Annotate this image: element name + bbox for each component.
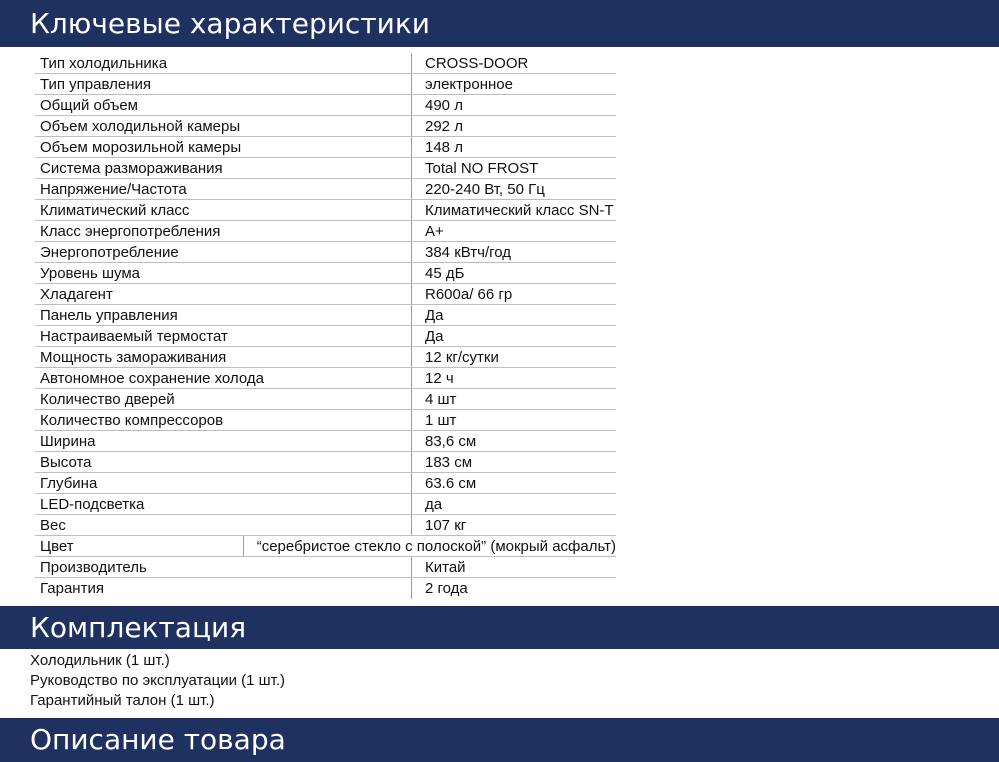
spec-label: Автономное сохранение холода <box>40 370 264 387</box>
spec-value: А+ <box>411 221 444 241</box>
spec-label: Система размораживания <box>40 160 223 177</box>
table-row <box>35 452 616 473</box>
table-row <box>35 494 616 515</box>
table-row <box>35 74 616 95</box>
table-row <box>35 305 616 326</box>
spec-value: 292 л <box>411 116 463 136</box>
spec-label: Тип управления <box>40 76 151 93</box>
section-title-specs: Ключевые характеристики <box>30 6 430 40</box>
section-header-kit <box>0 606 999 649</box>
spec-label: Хладагент <box>40 286 113 303</box>
spec-label: Класс энергопотребления <box>40 223 221 240</box>
table-row <box>35 284 616 305</box>
spec-value: Климатический класс SN-T <box>411 200 614 220</box>
spec-label: Общий объем <box>40 97 138 114</box>
table-row <box>35 221 616 242</box>
spec-label: Количество компрессоров <box>40 412 224 429</box>
table-row <box>35 179 616 200</box>
table-row <box>35 557 616 578</box>
table-row <box>35 515 616 536</box>
spec-value: Total NO FROST <box>411 158 538 178</box>
spec-label: Вес <box>40 517 66 534</box>
spec-value: Да <box>411 305 444 325</box>
spec-value: электронное <box>411 74 513 94</box>
table-row <box>35 137 616 158</box>
spec-label: Объем холодильной камеры <box>40 118 241 135</box>
spec-value: CROSS-DOOR <box>411 53 528 73</box>
spec-label: Уровень шума <box>40 265 140 282</box>
spec-value: 2 года <box>411 578 468 599</box>
spec-value: 107 кг <box>411 515 466 535</box>
table-row <box>35 347 616 368</box>
spec-value: 45 дБ <box>411 263 464 283</box>
section-header-description <box>0 718 999 762</box>
list-item: Холодильник (1 шт.) <box>30 652 170 669</box>
list-item: Руководство по эксплуатации (1 шт.) <box>30 672 286 689</box>
spec-value: 12 ч <box>411 368 454 388</box>
spec-value: 63.6 см <box>411 473 476 493</box>
spec-label: Тип холодильника <box>40 55 168 72</box>
table-row <box>35 158 616 179</box>
spec-label: Напряжение/Частота <box>40 181 187 198</box>
table-row <box>35 473 616 494</box>
section-title-kit: Комплектация <box>30 610 247 644</box>
spec-value: 183 см <box>411 452 472 472</box>
spec-label: Количество дверей <box>40 391 175 408</box>
table-row <box>35 326 616 347</box>
spec-value: Китай <box>411 557 466 577</box>
spec-label: Глубина <box>40 475 98 492</box>
table-row <box>35 431 616 452</box>
section-title-description: Описание товара <box>30 723 286 756</box>
spec-value: 220-240 Вт, 50 Гц <box>411 179 545 199</box>
spec-label: Гарантия <box>40 580 104 597</box>
spec-value: “серебристое стекло с полоской” (мокрый асфальт) <box>243 536 616 556</box>
spec-label: LED-подсветка <box>40 496 145 513</box>
spec-label: Климатический класс <box>40 202 190 219</box>
spec-label: Мощность замораживания <box>40 349 227 366</box>
spec-label: Настраиваемый термостат <box>40 328 228 345</box>
spec-value: 83,6 см <box>411 431 476 451</box>
table-row <box>35 263 616 284</box>
spec-value: 1 шт <box>411 410 456 430</box>
table-row <box>35 368 616 389</box>
table-row <box>35 95 616 116</box>
spec-value: 384 кВтч/год <box>411 242 511 262</box>
section-header-specs <box>0 0 999 47</box>
specs-table <box>35 53 616 599</box>
spec-label: Ширина <box>40 433 96 450</box>
spec-value: 490 л <box>411 95 463 115</box>
table-row <box>35 578 616 599</box>
spec-value: да <box>411 494 442 514</box>
table-row <box>35 389 616 410</box>
spec-value: R600a/ 66 гр <box>411 284 512 304</box>
spec-label: Высота <box>40 454 92 471</box>
spec-value: Да <box>411 326 444 346</box>
spec-value: 4 шт <box>411 389 456 409</box>
list-item: Гарантийный талон (1 шт.) <box>30 692 215 709</box>
spec-label: Цвет <box>40 538 74 555</box>
table-row <box>35 410 616 431</box>
table-row <box>35 242 616 263</box>
kit-list <box>30 651 285 711</box>
table-row <box>35 200 616 221</box>
spec-label: Энергопотребление <box>40 244 179 261</box>
spec-label: Панель управления <box>40 307 178 324</box>
table-row <box>35 116 616 137</box>
table-row <box>35 53 616 74</box>
spec-value: 148 л <box>411 137 463 157</box>
spec-label: Производитель <box>40 559 147 576</box>
table-row <box>35 536 616 557</box>
spec-value: 12 кг/сутки <box>411 347 499 367</box>
spec-label: Объем морозильной камеры <box>40 139 242 156</box>
